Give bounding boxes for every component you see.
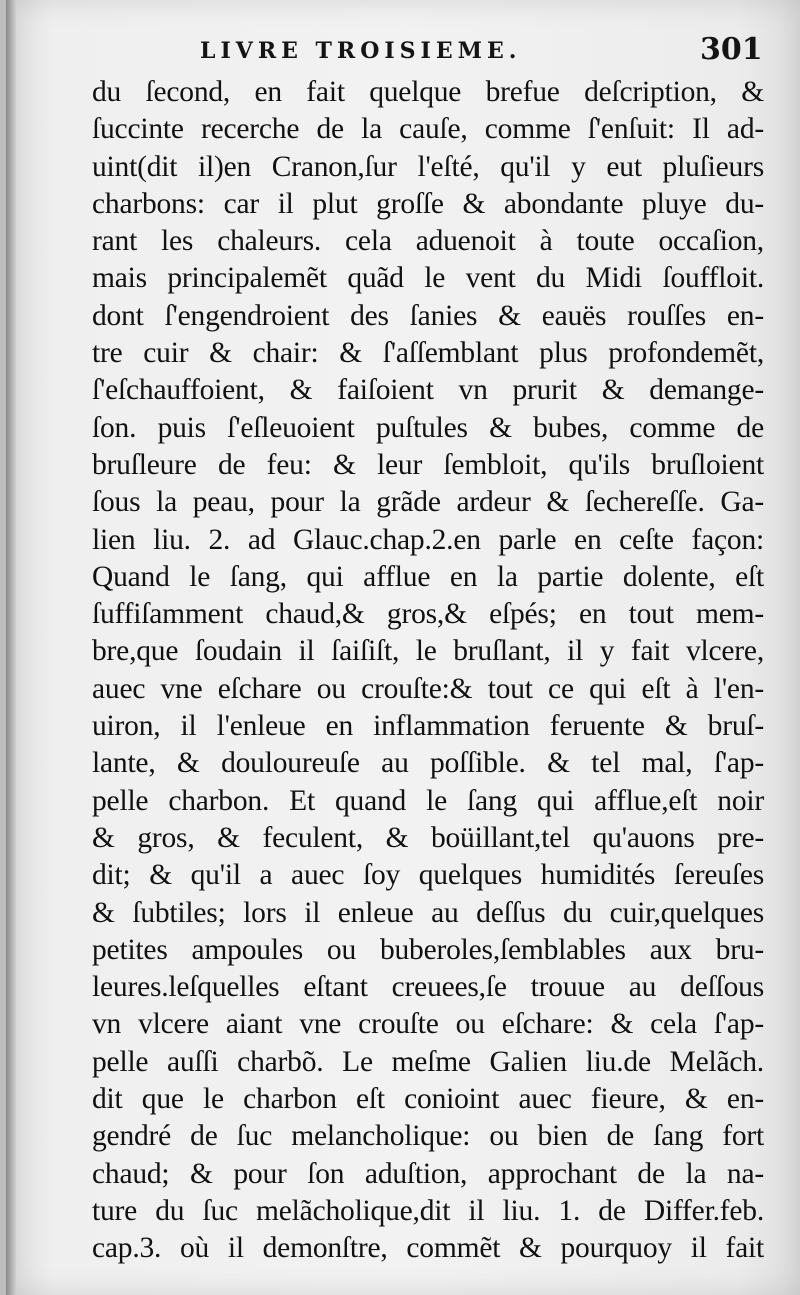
- text-line: dit; & qu'il a auec ſoy quelques humidités ſereuſes: [92, 859, 764, 892]
- text-line: & gros, & feculent, & boüillant,tel qu'auons pre-: [92, 821, 764, 854]
- text-line: uiron, il l'enleue en inflammation feruente & bruſ-: [92, 710, 764, 743]
- text-line: lante, & douloureuſe au poſſible. & tel mal, ſ'ap-: [92, 747, 764, 780]
- text-line: ſous la peau, pour la grãde ardeur & ſechereſſe. Ga-: [92, 486, 764, 519]
- running-head: LIVRE TROISIEME.: [200, 38, 522, 64]
- text-line: rant les chaleurs. cela aduenoit à toute occaſion,: [92, 225, 764, 258]
- text-line: petites ampoules ou buberoles,ſemblables aux bru-: [92, 933, 764, 966]
- page-number: 301: [700, 32, 763, 67]
- text-line: ſuffiſamment chaud,& gros,& eſpés; en tout mem-: [92, 598, 764, 631]
- text-line: leures.leſquelles eſtant creuees,ſe trouue au deſſous: [92, 971, 764, 1004]
- text-line: gendré de ſuc melancholique: ou bien de ſang fort: [92, 1120, 764, 1153]
- text-line: & ſubtiles; lors il enleue au deſſus du cuir,quelques: [92, 896, 764, 929]
- text-line: cap.3. où il demonſtre, commẽt & pourquoy il fait: [92, 1232, 764, 1265]
- text-line: tre cuir & chair: & ſ'aſſemblant plus profondemẽt,: [92, 337, 764, 370]
- text-line: Quand le ſang, qui afflue en la partie dolente, eſt: [92, 560, 764, 593]
- text-line: auec vne eſchare ou crouſte:& tout ce qui eſt à l'en-: [92, 672, 764, 705]
- text-line: uint(dit il)en Cranon,ſur l'eſté, qu'il y eut pluſieurs: [92, 150, 764, 183]
- text-line: du ſecond, en fait quelque brefue deſcription, &: [92, 76, 764, 108]
- text-line: charbons: car il plut groſſe & abondante pluye du-: [92, 187, 764, 220]
- text-line: mais principalemẽt quãd le vent du Midi ſouffloit.: [92, 262, 764, 295]
- text-line: vn vlcere aiant vne crouſte ou eſchare: & cela ſ'ap-: [92, 1008, 764, 1041]
- text-line: pelle auſſi charbõ. Le meſme Galien liu.de Melãch.: [92, 1045, 764, 1078]
- text-line: dit que le charbon eſt conioint auec fieure, & en-: [92, 1083, 764, 1116]
- page-header: [0, 30, 800, 70]
- text-line: ſuccinte recerche de la cauſe, comme ſ'enſuit: Il ad-: [92, 113, 764, 146]
- text-line: ſ'eſchauffoient, & faiſoient vn prurit & demange-: [92, 374, 764, 407]
- page-gutter-shadow: [6, 0, 16, 1295]
- text-line: ſon. puis ſ'eſleuoient puſtules & bubes, comme de: [92, 411, 764, 444]
- text-line: lien liu. 2. ad Glauc.chap.2.en parle en ceſte façon:: [92, 523, 764, 556]
- text-line: ture du ſuc melãcholique,dit il liu. 1. de Differ.feb.: [92, 1194, 764, 1227]
- text-line: bruſleure de feu: & leur ſembloit, qu'ils bruſloient: [92, 448, 764, 481]
- text-line: chaud; & pour ſon aduſtion, approchant de la na-: [92, 1157, 764, 1190]
- body-text: [92, 74, 764, 1268]
- text-line: pelle charbon. Et quand le ſang qui afflue,eſt noir: [92, 784, 764, 817]
- text-line: dont ſ'engendroient des ſanies & eauës rouſſes en-: [92, 299, 764, 332]
- text-line: bre,que ſoudain il ſaiſiſt, le bruſlant, il y fait vlcere,: [92, 635, 764, 668]
